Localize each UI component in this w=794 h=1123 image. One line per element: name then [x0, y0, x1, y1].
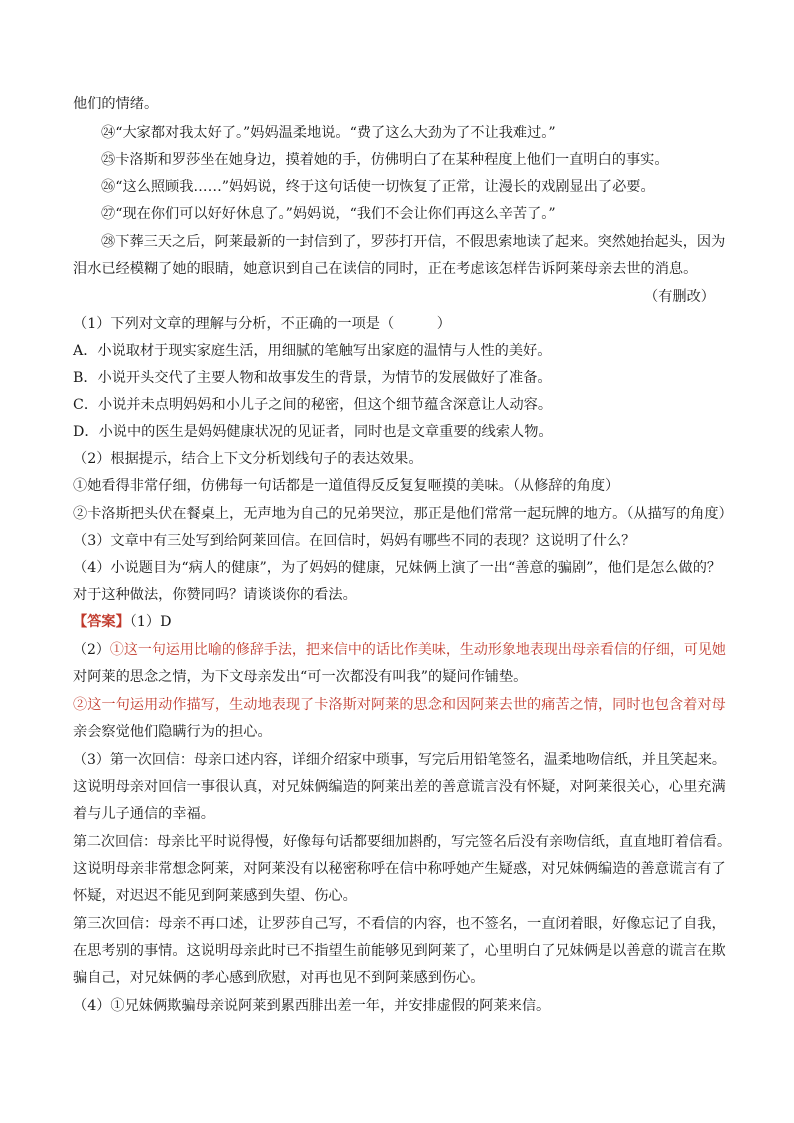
answer-3-line5: 这说明母亲非常想念阿莱，对阿莱没有以秘密称呼在信中称呼她产生疑惑，对兄妹俩编造的善意谎言有了 — [73, 861, 726, 877]
answer-1: （1）D — [129, 614, 172, 630]
question-4-line1: （4）小说题目为“病人的健康”，为了妈妈的健康，兄妹俩上演了一出“善意的骗剧”，他们是怎么做的？ — [73, 560, 722, 576]
answer-2-prefix: （2） — [73, 642, 110, 658]
question-1: （1）下列对文章的理解与分析，不正确的一项是（ ） — [73, 316, 451, 332]
answer-2-line1 — [73, 640, 726, 660]
option-a: A．小说取材于现实家庭生活，用细腻的笔触写出家庭的温情与人性的美好。 — [73, 343, 552, 359]
answer-4-line1: （4）①兄妹俩欺骗母亲说阿莱到累西腓出差一年，并安排虚假的阿莱来信。 — [73, 998, 551, 1014]
answer-3-line9: 骗自己，对兄妹俩的孝心感到欣慰，对再也见不到阿莱感到伤心。 — [73, 970, 485, 986]
answer-3-line7: 第三次回信：母亲不再口述，让罗莎自己写，不看信的内容，也不签名，一直闭着眼，好像忘记了自我， — [73, 916, 726, 932]
answer-2-part1: ①这一句运用比喻的修辞手法，把来信中的话比作美味，生动形象地表现出母亲看信的仔细，可见她 — [109, 642, 726, 658]
paragraph-28-line1: ㉘下葬三天之后，阿莱最新的一封信到了，罗莎打开信，不假思索地读了起来。突然她抬起头，因为 — [101, 234, 726, 250]
question-2-sentence-1: ①她看得非常仔细，仿佛每一句话都是一道值得反反复复咂摸的美味。（从修辞的角度） — [73, 478, 620, 494]
option-d: D．小说中的医生是妈妈健康状况的见证者，同时也是文章重要的线索人物。 — [73, 424, 553, 440]
answer-3-line2: 这说明母亲对回信一事很认真，对兄妹俩编造的阿莱出差的善意谎言没有怀疑，对阿莱很关心，心里充满 — [73, 779, 726, 795]
paragraph-26: ㉖“这么照顾我……”妈妈说，终于这句话使一切恢复了正常，让漫长的戏剧显出了必要。 — [101, 179, 655, 195]
option-c: C．小说并未点明妈妈和小儿子之间的秘密，但这个细节蕴含深意让人动容。 — [73, 397, 553, 413]
question-2-sentence-2: ②卡洛斯把头伏在餐桌上，无声地为自己的兄弟哭泣，那正是他们常常一起玩牌的地方。（从描写的角度） — [73, 506, 733, 522]
question-2: （2）根据提示，结合上下文分析划线句子的表达效果。 — [73, 451, 423, 467]
source-note: （有删改） — [644, 289, 715, 305]
answer-3-line3: 着与儿子通信的幸福。 — [73, 806, 215, 822]
answer-tag: 【答案】 — [73, 614, 130, 630]
answer-1-line — [73, 612, 171, 632]
paragraph-27: ㉗“现在你们可以好好休息了。”妈妈说，“我们不会让你们再这么辛苦了。” — [101, 206, 556, 222]
answer-3-line6: 怀疑，对迟迟不能见到阿莱感到失望、伤心。 — [73, 888, 357, 904]
answer-2-line2: 对阿莱的思念之情，为下文母亲发出“可一次都没有叫我”的疑问作铺垫。 — [73, 669, 528, 685]
answer-2-line3: ②这一句运用动作描写，生动地表现了卡洛斯对阿莱的思念和因阿莱去世的痛苦之情，同时也包含着对母 — [73, 697, 726, 713]
answer-3-line4: 第二次回信：母亲比平时说得慢，好像每句话都要细加斟酌，写完签名后没有亲吻信纸，直直地盯着信看。 — [73, 834, 731, 850]
paragraph-25: ㉕卡洛斯和罗莎坐在她身边，摸着她的手，仿佛明白了在某种程度上他们一直明白的事实。 — [101, 152, 669, 168]
option-b: B．小说开头交代了主要人物和故事发生的背景，为情节的发展做好了准备。 — [73, 370, 552, 386]
answer-3-line1: （3）第一次回信：母亲口述内容，详细介绍家中琐事，写完后用铅笔签名，温柔地吻信纸，并且笑起来。 — [73, 752, 726, 768]
question-3: （3）文章中有三处写到给阿莱回信。在回信时，妈妈有哪些不同的表现？这说明了什么？ — [73, 533, 636, 549]
paragraph-28-line2: 泪水已经模糊了她的眼睛，她意识到自己在读信的同时，正在考虑该怎样告诉阿莱母亲去世的消息。 — [73, 261, 698, 277]
answer-2-line4: 亲会察觉他们隐瞒行为的担心。 — [73, 724, 272, 740]
story-line: 他们的情绪。 — [73, 96, 159, 112]
paragraph-24: ㉔“大家都对我太好了。”妈妈温柔地说。“费了这么大劲为了不让我难过。” — [101, 125, 556, 141]
question-4-line2: 对于这种做法，你赞同吗？请谈谈你的看法。 — [73, 587, 357, 603]
answer-3-line8: 在思考别的事情。这说明母亲此时已不指望生前能够见到阿莱了，心里明白了兄妹俩是以善意的谎言在欺 — [73, 943, 726, 959]
